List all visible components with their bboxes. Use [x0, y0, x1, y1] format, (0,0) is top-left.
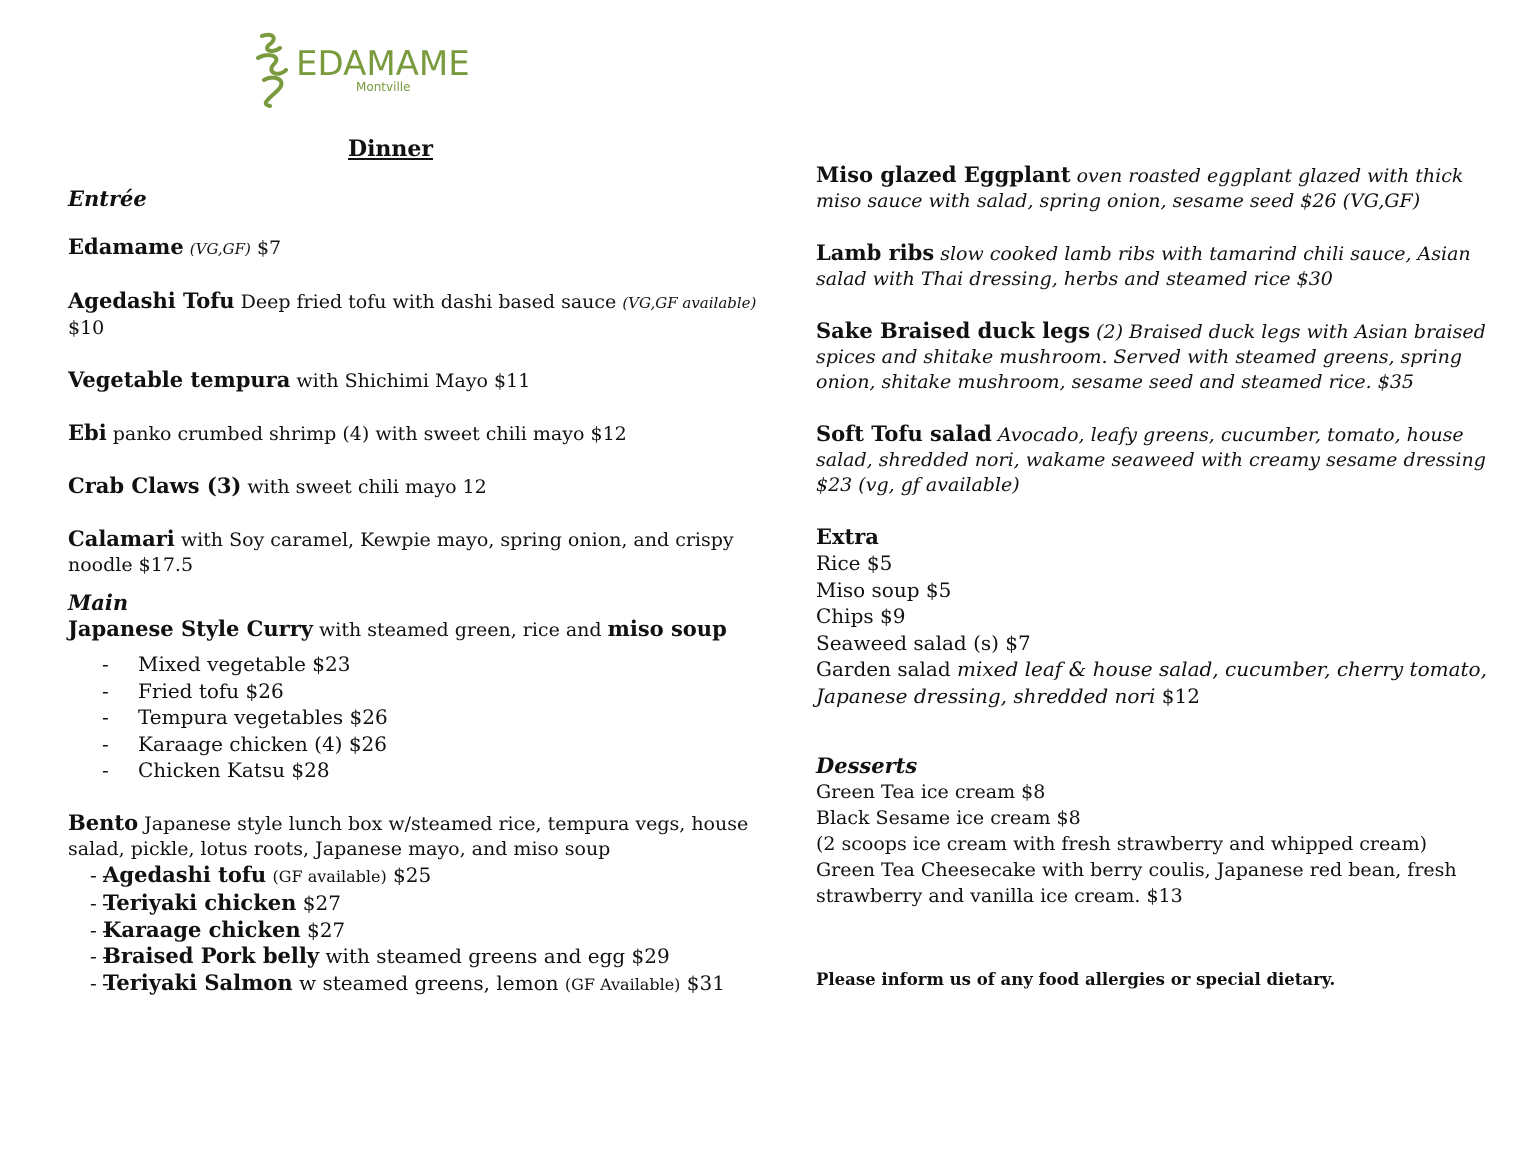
list-item: - Fried tofu $26 — [68, 678, 758, 705]
desserts-heading: Desserts — [816, 753, 918, 778]
list-item: - Karaage chicken (4) $26 — [68, 731, 758, 758]
list-item: - - Karaage chicken $27 — [68, 917, 758, 944]
list-item: - - Agedashi tofu (GF available) $25 — [68, 862, 758, 891]
menu-item — [68, 420, 758, 447]
item-name: Crab Claws (3) — [68, 473, 242, 498]
menu-item — [68, 367, 758, 394]
item-desc: slow cooked lamb ribs with tamarind chili sauce, Asian salad with Thai dressing, herbs and steamed rice $30 — [816, 243, 1471, 290]
list-item: - - Braised Pork belly with steamed greens and egg $29 — [68, 943, 758, 970]
list-item: - Mixed vegetable $23 — [68, 651, 758, 678]
item-name: Sake Braised duck legs — [816, 318, 1091, 343]
item-desc: Deep fried tofu with dashi based sauce — [240, 291, 617, 313]
list-item: Green Tea ice cream $8 — [816, 781, 1046, 803]
item-desc: with Shichimi Mayo $11 — [296, 370, 531, 392]
menu-item — [816, 162, 1506, 214]
item-desc-bold: miso soup — [607, 616, 727, 641]
item-note: (VG,GF available) — [622, 294, 757, 312]
list-item: (2 scoops ice cream with fresh strawberry and whipped cream) — [816, 833, 1427, 855]
list-item: Rice $5 — [816, 551, 893, 575]
list-item: - - Teriyaki Salmon w steamed greens, lemon (GF Available) $31 — [68, 970, 758, 999]
entree-heading: Entrée — [68, 186, 147, 211]
bento-item — [68, 810, 758, 862]
item-name: Agedashi Tofu — [68, 288, 235, 313]
item-desc: Avocado, leafy greens, cucumber, tomato, house salad, shredded nori, wakame seaweed with creamy sesame dressing $23 (vg, gf available) — [816, 424, 1486, 496]
desserts-list — [816, 779, 1506, 909]
list-item: - - Teriyaki chicken $27 — [68, 890, 758, 917]
item-name: Vegetable tempura — [68, 367, 291, 392]
menu-item — [68, 526, 758, 578]
list-item: Black Sesame ice cream $8 — [816, 807, 1081, 829]
menu-item — [68, 234, 758, 262]
item-price: $7 — [256, 237, 282, 259]
item-name: Ebi — [68, 420, 107, 445]
menu-item — [816, 240, 1506, 292]
item-name: Bento — [68, 809, 139, 835]
item-desc: (2) Braised duck legs with Asian braised spices and shitake mushroom. Served with steamed greens, spring onion, shitake mushroom, sesame seed and steamed rice. $35 — [816, 321, 1486, 393]
item-desc: Japanese style lunch box w/steamed rice, tempura vegs, house salad, pickle, lotus roots, Japanese mayo, and miso soup — [68, 812, 749, 860]
list-item: Miso soup $5 — [816, 577, 952, 602]
page-title: Dinner — [348, 136, 434, 162]
logo-location: Montville — [356, 80, 411, 94]
right-column — [816, 162, 1506, 909]
item-note: (VG,GF) — [189, 240, 251, 258]
item-desc: oven roasted eggplant glazed with thick miso sauce with salad, spring onion, sesame seed $26 (VG,GF) — [816, 165, 1464, 212]
bento-options — [68, 862, 758, 999]
menu-item — [68, 288, 758, 341]
list-item: Chips $9 — [816, 604, 906, 628]
item-name: Soft Tofu salad — [816, 421, 992, 446]
item-desc: with Soy caramel, Kewpie mayo, spring onion, and crispy noodle $17.5 — [68, 529, 734, 576]
item-desc: with sweet chili mayo 12 — [247, 476, 487, 498]
list-item: - Tempura vegetables $26 — [68, 704, 758, 731]
logo-wordmark: EDAMAME — [296, 44, 470, 84]
item-name: Calamari — [68, 526, 175, 551]
menu-item — [68, 473, 758, 500]
item-desc: panko crumbed shrimp (4) with sweet chili mayo $12 — [112, 423, 627, 445]
curry-item — [68, 616, 758, 643]
item-desc: with steamed green, rice and — [319, 619, 602, 641]
list-item: Garden salad mixed leaf & house salad, cucumber, cherry tomato, Japanese dressing, shredded nori $12 — [816, 657, 1487, 708]
curry-options — [68, 651, 758, 784]
item-name: Edamame — [68, 234, 184, 259]
allergy-note: Please inform us of any food allergies or special dietary. — [816, 970, 1336, 989]
list-item: Seaweed salad (s) $7 — [816, 630, 1031, 655]
extra-list — [816, 550, 1506, 709]
item-price: $10 — [68, 317, 105, 339]
list-item: - Chicken Katsu $28 — [68, 757, 758, 784]
item-name: Lamb ribs — [816, 240, 935, 265]
item-name: Japanese Style Curry — [68, 616, 313, 641]
extra-heading: Extra — [816, 524, 879, 549]
menu-item — [816, 318, 1506, 395]
menu-item — [816, 421, 1506, 498]
left-column — [68, 186, 758, 1024]
item-name: Miso glazed Eggplant — [816, 162, 1071, 187]
main-heading: Main — [68, 590, 129, 615]
list-item: Green Tea Cheesecake with berry coulis, Japanese red bean, fresh strawberry and vanilla ice cream. $13 — [816, 859, 1457, 907]
